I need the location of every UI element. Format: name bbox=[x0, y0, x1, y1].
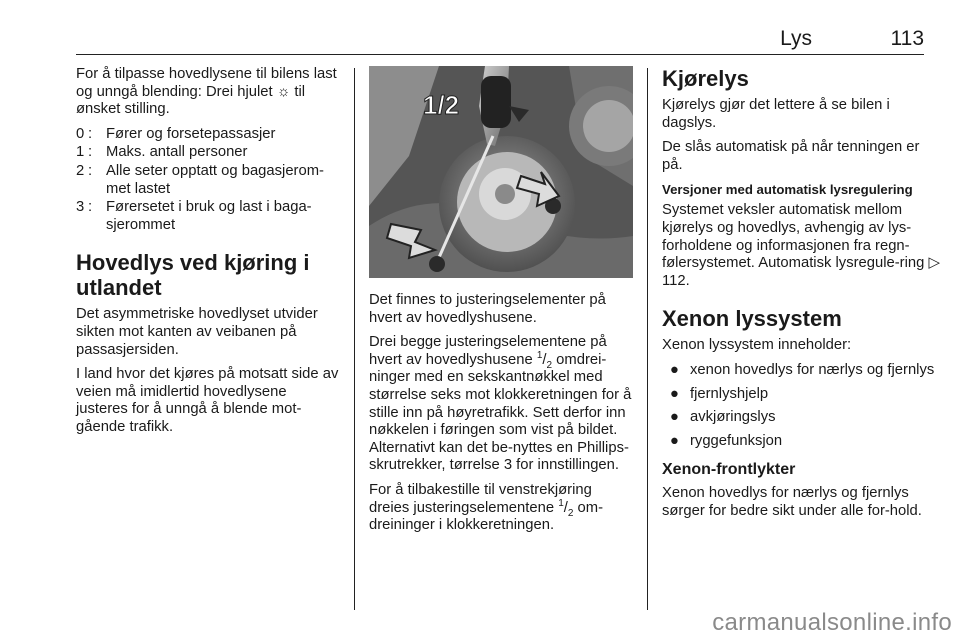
bullet-icon: ● bbox=[670, 385, 679, 402]
xenon-feature-list bbox=[662, 362, 940, 450]
paragraph: Xenon lyssystem inneholder: bbox=[662, 337, 852, 354]
paragraph: For å tilbakestille til venstrekjøring dreies justeringselementene $^1/_2$ om-dreininger i klokkeretningen. bbox=[369, 481, 604, 534]
list-item: 1 : Maks. antall personer bbox=[76, 144, 248, 161]
list-item: ● fjernlyshjelp bbox=[662, 386, 940, 404]
section-heading-daytime-lights: Kjørelys bbox=[662, 66, 749, 91]
paragraph: Det asymmetriske hovedlyset utvider sikten mot kanten av veibanen på passasjersiden. bbox=[76, 306, 318, 358]
column-right bbox=[662, 66, 940, 528]
list-item: 3 : Førersetet i bruk og last i baga-sjerommet bbox=[76, 199, 312, 233]
intro-paragraph: For å tilpasse hovedlysene til bilens last og unngå blending: Drei hjulet ☼ til ønsket stilling. bbox=[76, 66, 337, 118]
watermark: carmanualsonline.info bbox=[712, 609, 952, 636]
list-item: ● xenon hovedlys for nærlys og fjernlys bbox=[662, 362, 940, 380]
subheading-automatic: Versjoner med automatisk lysregulering bbox=[662, 182, 913, 198]
section-heading-xenon-front: Xenon-frontlykter bbox=[662, 461, 796, 479]
bullet-icon: ● bbox=[670, 361, 679, 378]
figure-label: 1/2 bbox=[423, 90, 460, 120]
load-position-list bbox=[76, 126, 342, 235]
column-middle bbox=[369, 292, 633, 542]
paragraph: De slås automatisk på når tenningen er på. bbox=[662, 139, 920, 173]
paragraph: Det finnes to justeringselementer på hvert av hovedlyshusene. bbox=[369, 292, 606, 326]
column-left bbox=[76, 66, 342, 444]
headlight-range-icon: ☼ bbox=[276, 83, 291, 100]
paragraph: Xenon hovedlys for nærlys og fjernlys sørger for bedre sikt under alle for-hold. bbox=[662, 485, 922, 519]
list-item: 2 : Alle seter opptatt og bagasjerom-met lastet bbox=[76, 162, 324, 197]
list-item: ● ryggefunksjon bbox=[662, 433, 940, 451]
page-header bbox=[76, 24, 924, 55]
paragraph: Systemet veksler automatisk mellom kjørelys og hovedlys, avhengig av lys-forholdene og informasjonen fra regn-følersystemet. Automatisk lysregule-ring ▷ 112. bbox=[662, 202, 940, 289]
headlight-adjustment-figure bbox=[369, 66, 633, 278]
bullet-icon: ● bbox=[670, 432, 679, 449]
paragraph: Kjørelys gjør det lettere å se bilen i dagslys. bbox=[662, 97, 890, 131]
headlight-illustration bbox=[369, 66, 633, 278]
section-heading-abroad: Hovedlys ved kjøring i utlandet bbox=[76, 250, 310, 301]
column-divider-left bbox=[354, 68, 355, 610]
list-item: 0 : Fører og forsetepassasjer bbox=[76, 125, 276, 142]
bullet-icon: ● bbox=[670, 409, 679, 426]
column-divider-right bbox=[647, 68, 648, 610]
page-reference-icon: ▷ bbox=[928, 255, 940, 272]
page-number: 113 bbox=[890, 27, 924, 50]
paragraph: I land hvor det kjøres på motsatt side av veien må imidlertid hovedlysene justeres for å unngå å blende mot-gående trafikk. bbox=[76, 366, 339, 435]
section-heading-xenon: Xenon lyssystem bbox=[662, 306, 842, 332]
list-item: ● avkjøringslys bbox=[662, 409, 940, 427]
section-title: Lys bbox=[780, 27, 812, 50]
paragraph: Drei begge justeringselementene på hvert av hovedlyshusene $^1/_2$ omdrei-ninger med en sekskantnøkkel med størrelse seks mot klokkeretningen for å stille inn på høyretrafikk. Sett derfor inn nøkkelen i føringen som vist på bildet. Alternativt kan det be-nyttes en Phillips-skrutrekker, tørrelse 3 for innstillingen. bbox=[369, 334, 632, 474]
